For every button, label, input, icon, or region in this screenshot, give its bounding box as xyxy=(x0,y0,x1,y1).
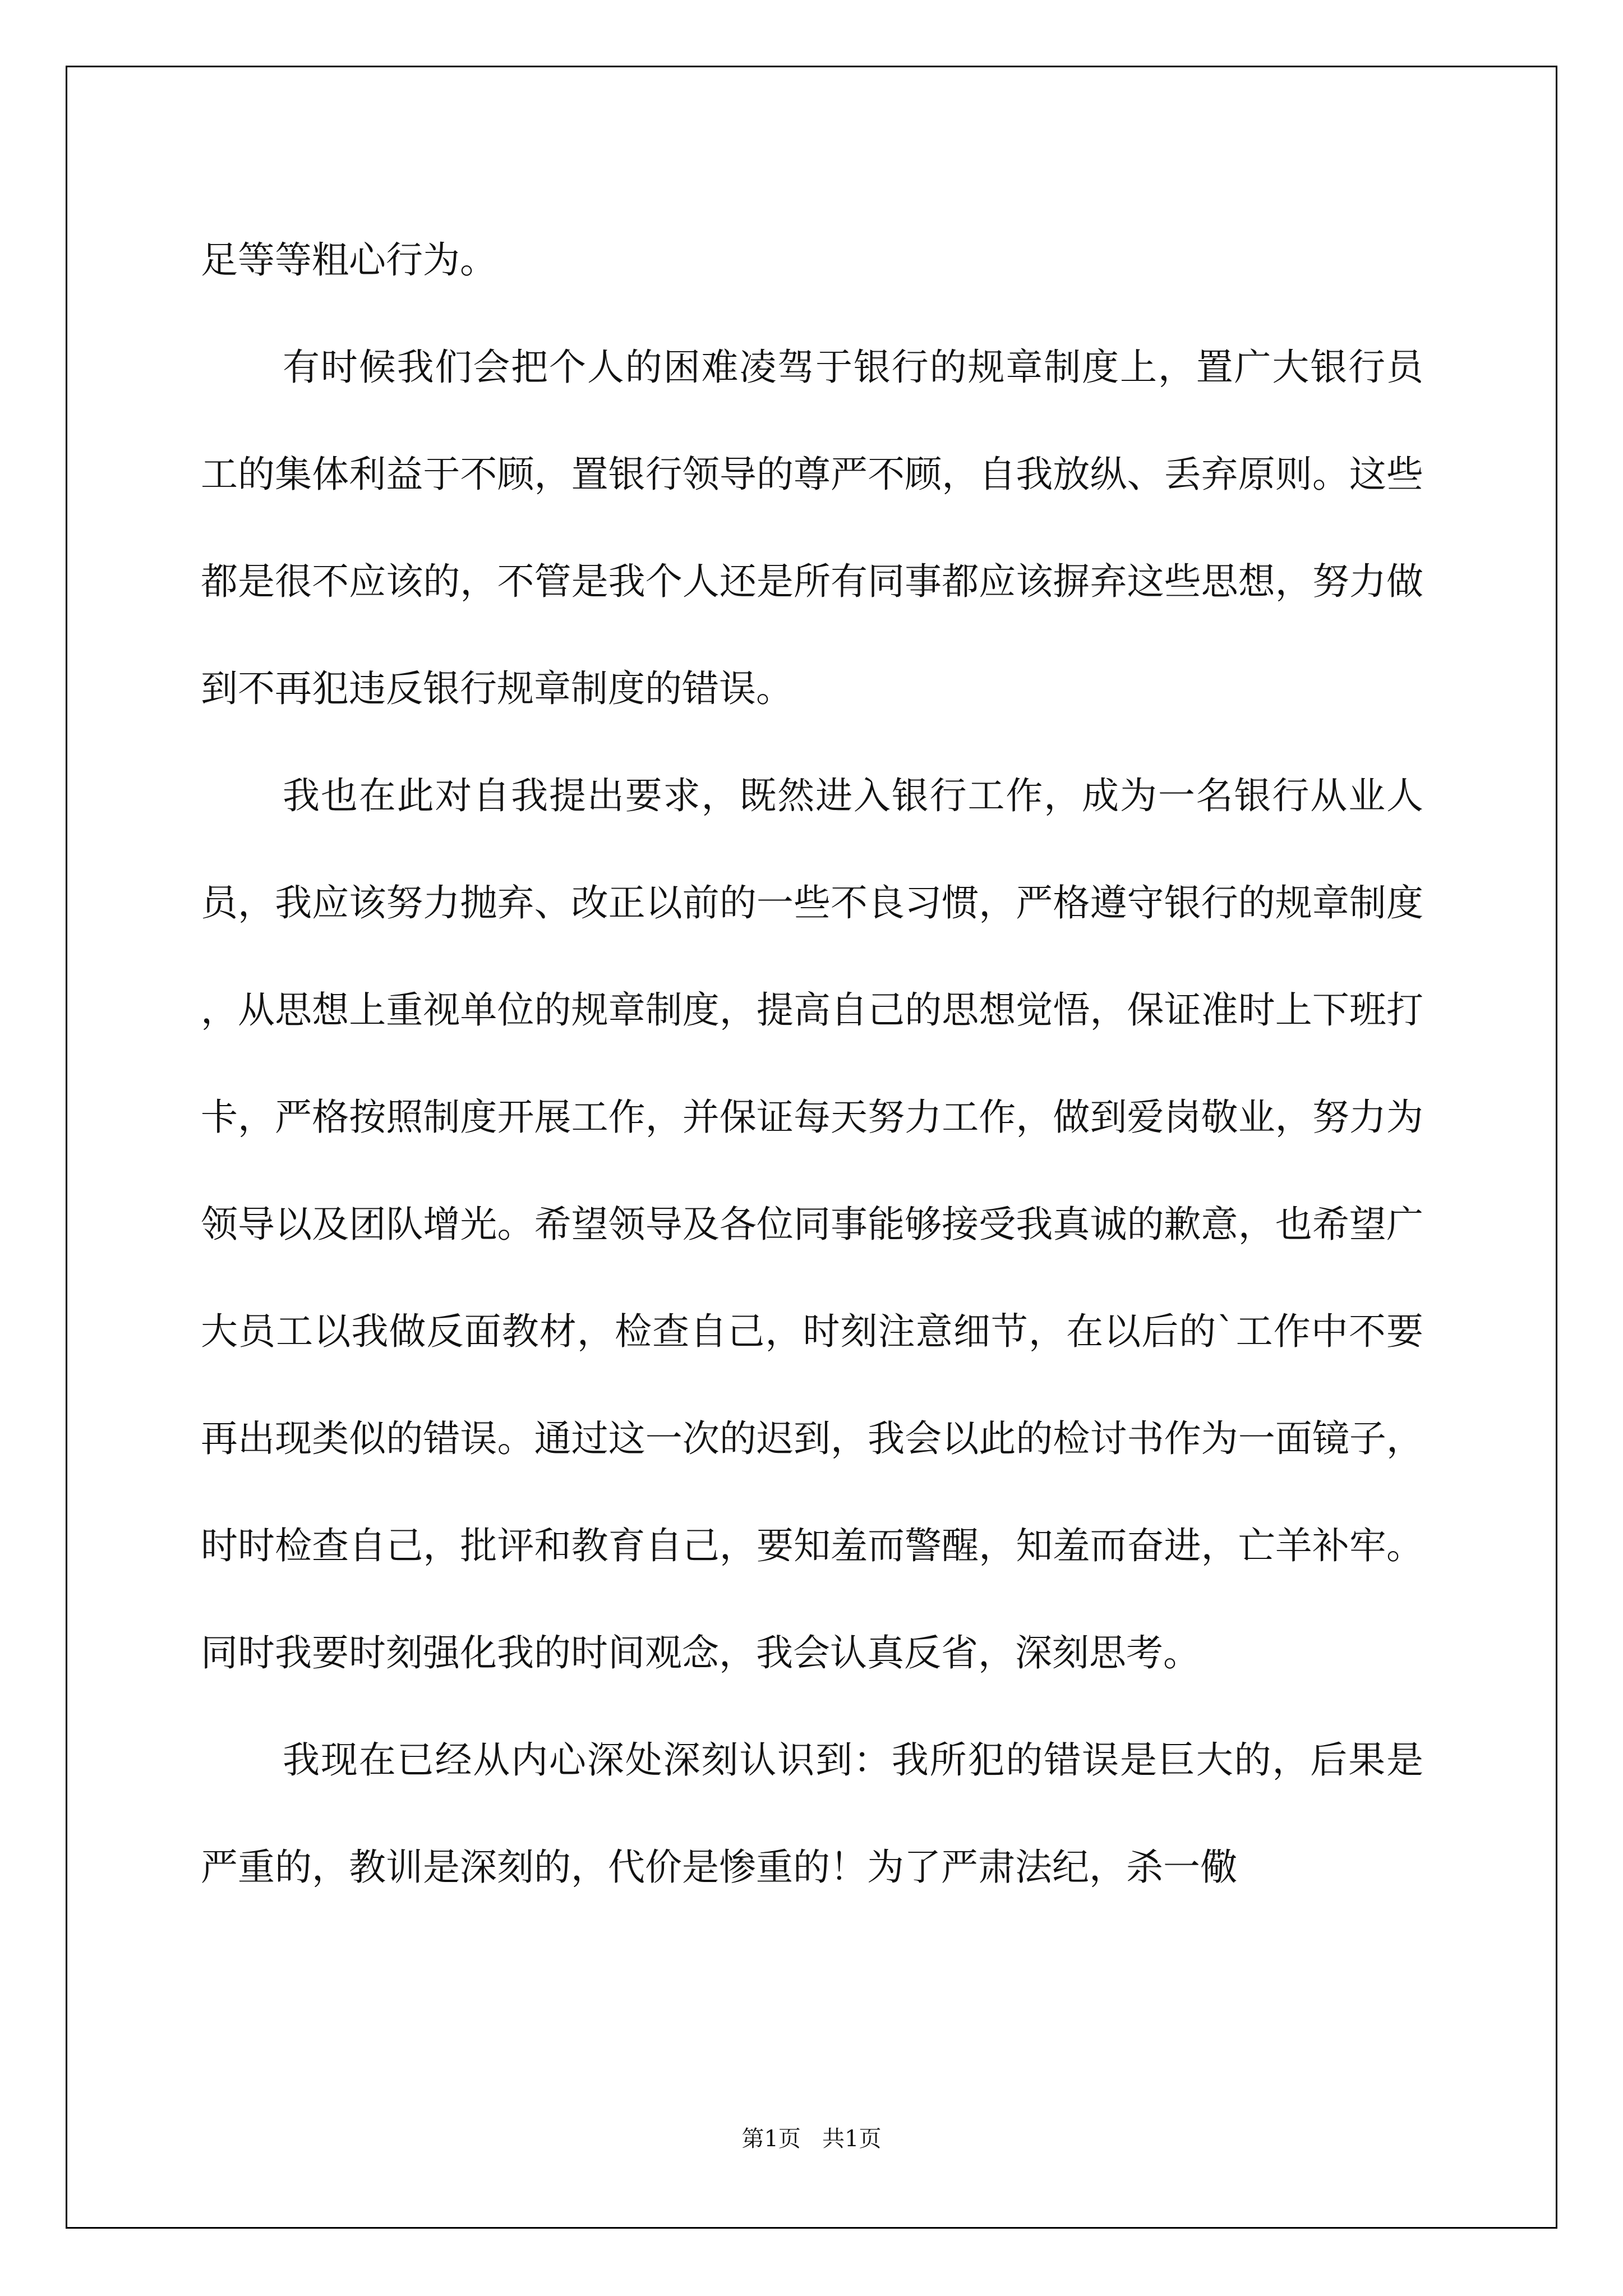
paragraph: 我也在此对自我提出要求，既然进入银行工作，成为一名银行从业人员，我应该努力抛弃、改正以前的一些不良习惯，严格遵守银行的规章制度，从思想上重视单位的规章制度，提高自己的思想觉悟，保证准时上下班打卡，严格按照制度开展工作，并保证每天努力工作，做到爱岗敬业，努力为领导以及团队增光。希望领导及各位同事能够接受我真诚的歉意，也希望广大员工以我做反面教材，检查自己，时刻注意细节，在以后的`工作中不要再出现类似的错误。通过这一次的迟到，我会以此的检讨书作为一面镜子，时时检查自己，批评和教育自己，要知羞而警醒，知羞而奋进，亡羊补牢。同时我要时刻强化我的时间观念，我会认真反省，深刻思考。 xyxy=(201,774,1423,1674)
paragraph: 有时候我们会把个人的困难凌驾于银行的规章制度上，置广大银行员工的集体利益于不顾，置银行领导的尊严不顾，自我放纵、丢弃原则。这些都是很不应该的，不管是我个人还是所有同事都应该摒弃这些思想，努力做到不再犯违反银行规章制度的错误。 xyxy=(201,346,1423,710)
page-number-footer: 第1页 共1页 xyxy=(741,2126,882,2152)
paragraph: 足等等粗心行为。 xyxy=(201,238,497,282)
paragraph: 我现在已经从内心深处深刻认识到：我所犯的错误是巨大的，后果是严重的，教训是深刻的，代价是惨重的！为了严肃法纪，杀一儆 xyxy=(201,1738,1423,1889)
document-body xyxy=(201,206,1423,1921)
